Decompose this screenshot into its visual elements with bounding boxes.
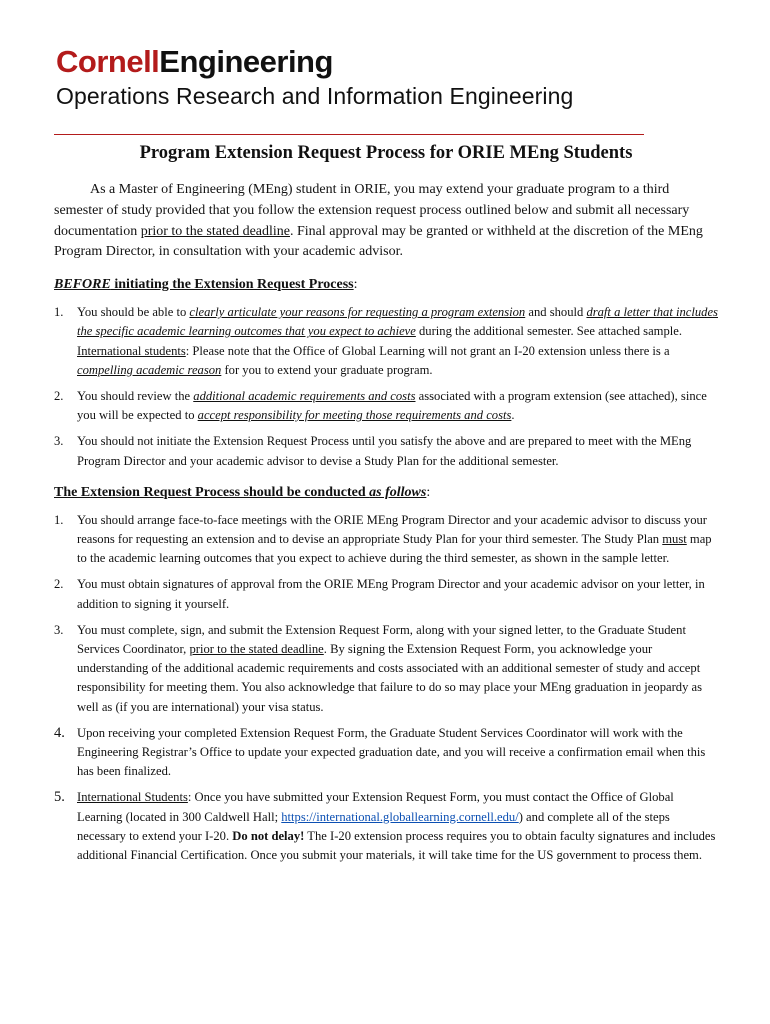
list-item: 3. You should not initiate the Extension Request Process until you satisfy the above and are prepared to meet with the MEng Program Director and your academic advisor to devise a Study Plan for the additional semester. [54, 434, 692, 468]
logo-engineering: Engineering [159, 44, 333, 79]
process-list [54, 511, 718, 865]
department-name: Operations Research and Information Engineering [56, 83, 574, 109]
list-item: 5. International Students: Once you have submitted your Extension Request Form, you must contact the Office of Global Learning (located in 300 Caldwell Hall; https://international.globallearning.cornell.edu/) and complete all of the steps necessary to extend your I-20. Do not delay! The I-20 extension process requires you to obtain faculty signatures and includes additional Financial Certification. Once you submit your materials, it will take time for the US government to process them. [54, 789, 716, 863]
before-list [54, 303, 718, 471]
before-heading: BEFORE initiating the Extension Request Process: [54, 277, 358, 293]
logo-cornell: Cornell [56, 44, 160, 79]
logo-wordmark [56, 44, 573, 80]
list-item: 1. You should be able to clearly articulate your reasons for requesting a program extension and should draft a letter that includes the specific academic learning outcomes that you expect to achieve during the additional semester. See attached sample. International students: Please note that the Office of Global Learning will not grant an I-20 extension unless there is a compelling academic reason for you to extend your graduate program. [54, 305, 718, 377]
process-heading: The Extension Request Process should be conducted as follows: [54, 484, 431, 500]
list-item: 1. You should arrange face-to-face meetings with the ORIE MEng Program Director and your academic advisor to discuss your reasons for requesting an extension and to devise an appropriate Study Plan for your third semester. The Study Plan must map to the academic learning outcomes that you expect to achieve during the third semester, as shown in the sample letter. [54, 512, 712, 566]
list-item: 3. You must complete, sign, and submit the Extension Request Form, along with your signed letter, to the Graduate Student Services Coordinator, prior to the stated deadline. By signing the Extension Request Form, you acknowledge your understanding of the additional academic requirements and costs associated with an additional semester of study and accept responsibility for meeting them. You also acknowledge that failure to do so may place your MEng graduation in jeopardy as well as (if you are international) your visa status. [54, 622, 703, 714]
list-item: 2. You should review the additional academic requirements and costs associated with a program extension (see attached), since you will be expected to accept responsibility for meeting those requirements and costs. [54, 389, 707, 423]
list-item: 4. Upon receiving your completed Extension Request Form, the Graduate Student Services Coordinator will work with the Engineering Registrar’s Office to update your expected graduation date, and you will receive a confirmation email when this has been finalized. [54, 724, 706, 779]
list-item: 2. You must obtain signatures of approval from the ORIE MEng Program Director and your academic advisor on your letter, in addition to signing it yourself. [54, 577, 705, 611]
global-learning-link[interactable]: https://international.globallearning.cornell.edu/ [281, 809, 519, 824]
deadline-emphasis: prior to the stated deadline [140, 223, 290, 239]
intro-paragraph: As a Master of Engineering (MEng) student in ORIE, you may extend your graduate program to a third semester of study provided that you follow the extension request process outlined below and submit all necessary documentation prior to the stated deadline. Final approval may be granted or withheld at the discretion of the MEng Program Director, in consultation with your academic advisor. [54, 182, 703, 260]
do-not-delay: Do not delay! [232, 828, 305, 843]
header-divider [54, 134, 644, 135]
document-body [54, 140, 718, 877]
cornell-engineering-logo [56, 44, 573, 110]
page-title: Program Extension Request Process for ORIE MEng Students [139, 143, 633, 163]
